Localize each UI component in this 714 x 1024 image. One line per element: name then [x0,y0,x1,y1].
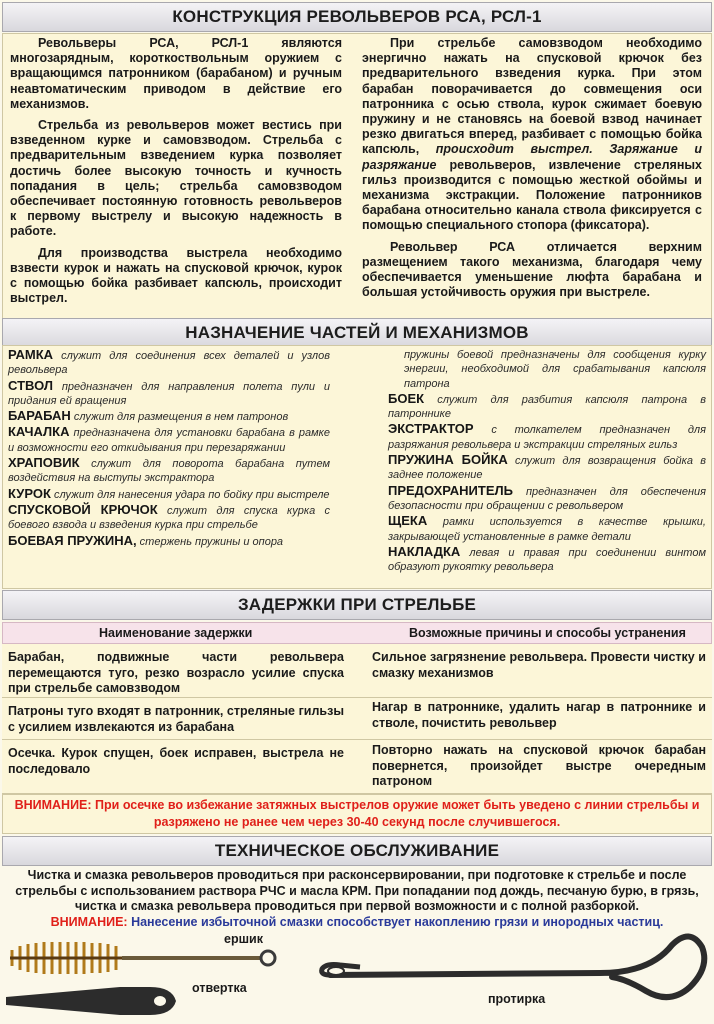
warning-text: При осечке во избежание затяжных выстрелов оружие может быть уведено с линии стрельбы и разряжено не ранее чем через 30-40 секунд после случившегося. [91,798,700,829]
wiper-icon [322,936,705,997]
part-entry: БОЕВАЯ ПРУЖИНА, стержень пружины и опора [8,532,284,548]
remedy-cell: Нагар в патроннике, удалить нагар в патроннике и стволе, почистить револьвер [372,700,706,730]
screwdriver-label: отвертка [192,981,247,995]
section-title-parts: НАЗНАЧЕНИЕ ЧАСТЕЙ И МЕХАНИЗМОВ [2,318,712,348]
malfunction-cell: Осечка. Курок спущен, боек исправен, выстрела не последовало [8,746,344,776]
part-entry: ПРЕДОХРАНИТЕЛЬ предназначен для обеспечения безопасности при обращении с револьвером [388,482,706,512]
part-entry: ПРУЖИНА БОЙКА служит для возвращения бойка в заднее положение [388,452,706,482]
brush-icon [10,942,275,974]
construction-paragraph: Для производства выстрела необходимо взвести курок и нажать на спусковой крючок, курок с помощью бойка разбивает капсюль, происходит выстрел. [10,245,342,306]
maintenance-warning-label: ВНИМАНИЕ: [50,914,128,929]
construction-text: револьверов, извлечение стреляных гильз производится с помощью жесткой обоймы и механизма экстракции. Положение патронников барабана относительно канала ствола фиксируется с помощью специального стопора (фиксатора). [362,157,702,233]
construction-paragraph: Стрельба из револьверов может вестись при взведенном курке и самовзводом. Стрельба с предварительным взведением курка позволяет достичь более высокую точность и кучность попадания в цель; стрельба самовзводом обеспечивает постоянную готовность револьверов к первому выстрелу и высокую надежность в работе. [10,118,342,239]
maintenance-text [6,868,708,930]
section-title-malfunctions: ЗАДЕРЖКИ ПРИ СТРЕЛЬБЕ [2,590,712,620]
brush-label: ершик [224,932,263,946]
part-entry: БОЕК служит для разбития капсюля патрона в патроннике [388,390,706,421]
maintenance-warning-text: Нанесение избыточной смазки способствует накоплению грязи и инородных частиц. [127,914,664,929]
part-entry: пружины боевой предназначены для сообщения курку энергии, необходимой для срабатывания капсюля патрона [404,349,706,390]
warning-label: ВНИМАНИЕ: [14,798,92,812]
construction-paragraph: Револьверы РСА, РСЛ-1 являются многозарядным, короткоствольным оружием с вращающимся патронником (барабаном) и ручным неавтоматическим приводом в действие его механизмов. [10,36,342,111]
part-entry: РАМКА служит для соединения всех деталей и узлов револьвера [8,347,330,377]
malfunction-warning [2,794,712,834]
construction-left-column [10,36,342,312]
construction-paragraph [362,36,702,234]
maintenance-paragraph: Чистка и смазка револьверов проводиться при расконсервировании, при подготовке к стрельбе и после стрельбы с использованием раствора РЧС и масла КРМ. При попадании под дождь, песчаную бурю, в грязь, чистка и смазка револьвера проводиться при первой возможности и с полной разборкой. [15,868,699,913]
part-entry: СТВОЛ предназначен для направления полета пули и придания ей вращения [8,377,330,407]
part-entry: КУРОК служит для нанесения удара по бойку при выстреле [8,485,330,501]
section-title-construction: КОНСТРУКЦИЯ РЕВОЛЬВЕРОВ РСА, РСЛ-1 [2,2,712,32]
part-entry: ЭКСТРАКТОР с толкателем предназначен для разряжания револьвера и экстракции стреляных гильз [388,421,706,451]
part-entry: ХРАПОВИК служит для поворота барабана путем воздействия на выступы экстрактора [8,455,330,485]
table-row [2,644,712,698]
parts-right-column [388,348,706,575]
malfunction-table-header [2,622,712,644]
section-title-maintenance: ТЕХНИЧЕСКОЕ ОБСЛУЖИВАНИЕ [2,836,712,866]
remedy-cell: Повторно нажать на спусковой крючок барабан повернется, произойдет выстре очередным патроном [372,743,706,788]
wiper-label: протирка [488,992,546,1006]
part-entry: СПУСКОВОЙ КРЮЧОК служит для спуска курка с боевого взвода и взведения курка при стрельбе [8,501,331,532]
screwdriver-icon [6,987,176,1015]
malfunction-cell: Патроны туго входят в патронник, стреляные гильзы с усилием извлекаются из барабана [8,704,344,734]
part-entry: НАКЛАДКА левая и правая при соединении винтом образуют рукоятку револьвера [388,543,706,574]
remedy-cell: Сильное загрязнение револьвера. Провести чистку и смазку механизмов [372,650,706,680]
construction-paragraph: Револьвер РСА отличается верхним размещением такого механизма, благодаря чему обеспечивается уменьшение люфта барабана и большая устойчивость оружия при выстреле. [362,239,702,300]
construction-text: При стрельбе самовзводом необходимо энергично нажать на спусковой крючок без предварительного взведения курка. При этом барабан поворачивается до совмещения оси патронника с осью ствола, курок сжимает боевую пружину и не становясь на боевой взвод начинает резко двигаться вперед, разбивает с помощью бойка капсюль, [362,36,702,157]
parts-left-column [8,348,330,550]
part-entry: БАРАБАН служит для размещения в нем патронов [8,408,289,424]
construction-text-italic: происходит выстрел. Заряжание и разряжание [362,142,702,172]
table-row [2,740,712,794]
column-header-remedy: Возможные причины и способы устранения [409,626,686,640]
construction-right-column [362,36,702,306]
column-header-malfunction: Наименование задержки [99,626,253,640]
table-row [2,698,712,740]
part-entry: ЩЕКА рамки используется в качестве крышки, закрывающей установленные в рамке детали [388,513,706,543]
malfunction-cell: Барабан, подвижные части револьвера перемещаются туго, резко возрасло усилие спуска при стрельбе самовзводом [8,650,344,695]
cleaning-tools-illustration [0,925,714,1024]
part-entry: КАЧАЛКА предназначена для установки барабана в рамке и возможности его откидывания при перезаряжании [8,424,330,454]
